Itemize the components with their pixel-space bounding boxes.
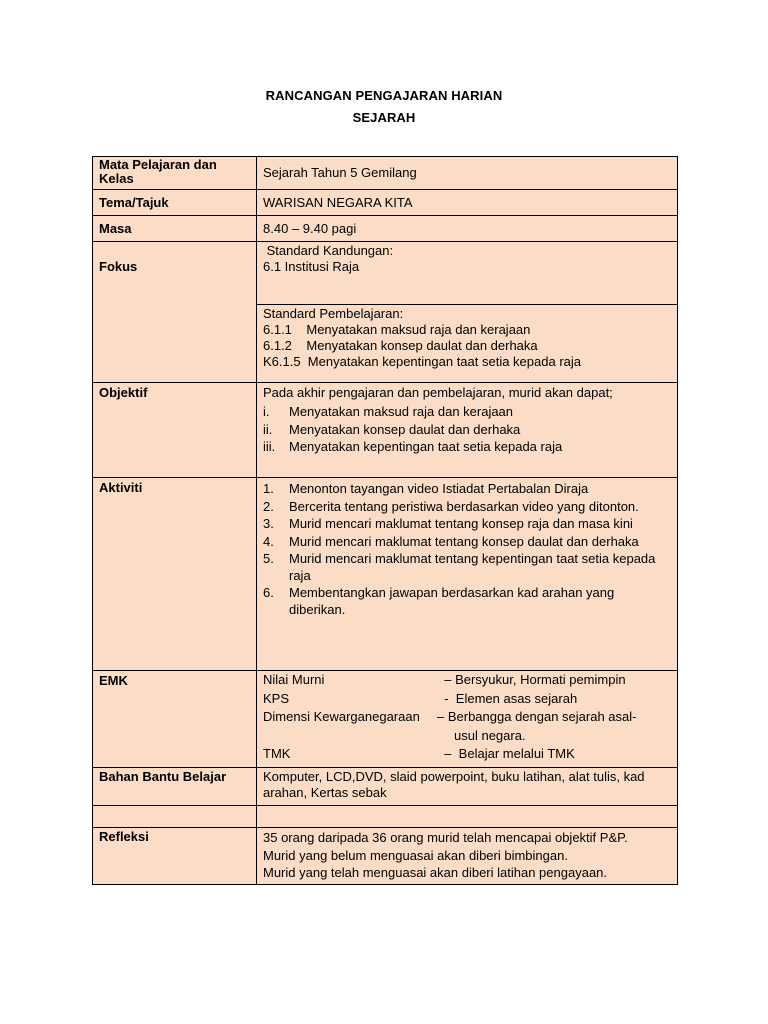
value-objektif <box>257 383 678 478</box>
value-empty <box>257 806 678 828</box>
value-tema: WARISAN NEGARA KITA <box>257 190 678 216</box>
document-title: RANCANGAN PENGAJARAN HARIAN <box>265 88 503 103</box>
list-item <box>263 481 672 498</box>
list-number: 6. <box>263 585 274 600</box>
emk-key: Nilai Murni <box>263 672 325 687</box>
list-item <box>263 499 672 516</box>
emk-value: – Berbangga dengan sejarah asal- <box>437 709 637 724</box>
label-empty <box>93 806 257 828</box>
standard-pembelajaran-item: 6.1.1 Menyatakan maksud raja dan kerajaan <box>263 322 531 337</box>
value-standard-pembelajaran <box>257 305 678 383</box>
list-number: 5. <box>263 551 274 566</box>
list-item <box>263 439 672 456</box>
refleksi-line: 35 orang daripada 36 orang murid telah mencapai objektif P&P. <box>263 830 628 845</box>
objektif-list <box>263 404 672 456</box>
list-item <box>263 585 672 618</box>
list-number: ii. <box>263 421 273 437</box>
emk-line <box>263 671 672 690</box>
standard-pembelajaran-item: 6.1.2 Menyatakan konsep daulat dan derhaka <box>263 338 538 353</box>
emk-line <box>263 745 672 764</box>
row-mata-pelajaran <box>93 157 678 190</box>
label-fokus: Fokus <box>93 242 257 383</box>
value-aktiviti <box>257 478 678 671</box>
emk-line <box>263 727 672 746</box>
label-line: Mata Pelajaran dan <box>99 157 217 172</box>
row-empty <box>93 806 678 828</box>
list-number: 3. <box>263 516 274 531</box>
value-bahan-bantu: Komputer, LCD,DVD, slaid powerpoint, buku latihan, alat tulis, kad arahan, Kertas sebak <box>257 768 678 806</box>
document-subtitle: SEJARAH <box>352 110 416 125</box>
row-refleksi <box>93 828 678 885</box>
list-item <box>263 534 672 551</box>
label-aktiviti: Aktiviti <box>93 478 257 671</box>
emk-value: – Belajar melalui TMK <box>437 746 575 761</box>
label-bahan-bantu: Bahan Bantu Belajar <box>93 768 257 806</box>
list-number: i. <box>263 404 270 419</box>
standard-kandungan-item: 6.1 Institusi Raja <box>263 259 360 274</box>
label-line: Kelas <box>99 171 134 186</box>
list-text: Menyatakan kepentingan taat setia kepada raja <box>289 439 563 454</box>
standard-pembelajaran-title: Standard Pembelajaran: <box>263 306 404 321</box>
row-masa <box>93 216 678 242</box>
list-number: 2. <box>263 498 274 514</box>
list-text: Bercerita tentang peristiwa berdasarkan video yang ditonton. <box>289 498 639 514</box>
value-refleksi <box>257 828 678 885</box>
emk-key: KPS <box>263 690 290 706</box>
refleksi-line: Murid yang belum menguasai akan diberi bimbingan. <box>263 847 568 863</box>
value-emk <box>257 671 678 768</box>
label-masa: Masa <box>93 216 257 242</box>
row-objektif <box>93 383 678 478</box>
list-item <box>263 422 672 439</box>
list-text: Menyatakan maksud raja dan kerajaan <box>289 404 514 419</box>
list-item <box>263 551 672 584</box>
list-item <box>263 516 672 533</box>
label-refleksi: Refleksi <box>93 828 257 885</box>
list-text: Murid mencari maklumat tentang konsep daulat dan derhaka <box>289 533 639 549</box>
list-text: Murid mencari maklumat tentang kepentingan taat setia kepada raja <box>289 551 656 583</box>
emk-key <box>263 727 437 746</box>
aktiviti-list <box>263 481 672 618</box>
label-tema: Tema/Tajuk <box>93 190 257 216</box>
emk-key: Dimensi Kewarganegaraan <box>263 709 420 724</box>
list-number: 1. <box>263 481 274 496</box>
list-item <box>263 404 672 421</box>
row-emk <box>93 671 678 768</box>
emk-value: - Elemen asas sejarah <box>437 690 578 706</box>
label-emk: EMK <box>93 671 257 768</box>
row-aktiviti <box>93 478 678 671</box>
row-bahan-bantu <box>93 768 678 806</box>
label-mata-pelajaran <box>93 157 257 190</box>
row-fokus-kandungan <box>93 242 678 305</box>
list-number: 4. <box>263 533 274 549</box>
standard-pembelajaran-item: K6.1.5 Menyatakan kepentingan taat setia kepada raja <box>263 354 581 369</box>
emk-key: TMK <box>263 746 291 761</box>
list-text: Menyatakan konsep daulat dan derhaka <box>289 421 521 437</box>
emk-line <box>263 690 672 709</box>
standard-kandungan-title: Standard Kandungan: <box>263 243 394 258</box>
value-mata-pelajaran: Sejarah Tahun 5 Gemilang <box>257 157 678 190</box>
list-number: iii. <box>263 439 276 454</box>
emk-value: usul negara. <box>454 727 526 743</box>
list-text: Membentangkan jawapan berdasarkan kad arahan yang diberikan. <box>289 585 615 617</box>
emk-line <box>263 708 672 727</box>
lesson-plan-table <box>92 156 678 885</box>
list-text: Menonton tayangan video Istiadat Pertabalan Diraja <box>289 481 589 496</box>
objektif-intro: Pada akhir pengajaran dan pembelajaran, murid akan dapat; <box>263 385 613 400</box>
value-standard-kandungan <box>257 242 678 305</box>
row-tema <box>93 190 678 216</box>
refleksi-line: Murid yang telah menguasai akan diberi latihan pengayaan. <box>263 865 608 880</box>
list-text: Murid mencari maklumat tentang konsep raja dan masa kini <box>289 516 633 531</box>
emk-value: – Bersyukur, Hormati pemimpin <box>437 672 626 687</box>
label-objektif: Objektif <box>93 383 257 478</box>
value-masa: 8.40 – 9.40 pagi <box>257 216 678 242</box>
